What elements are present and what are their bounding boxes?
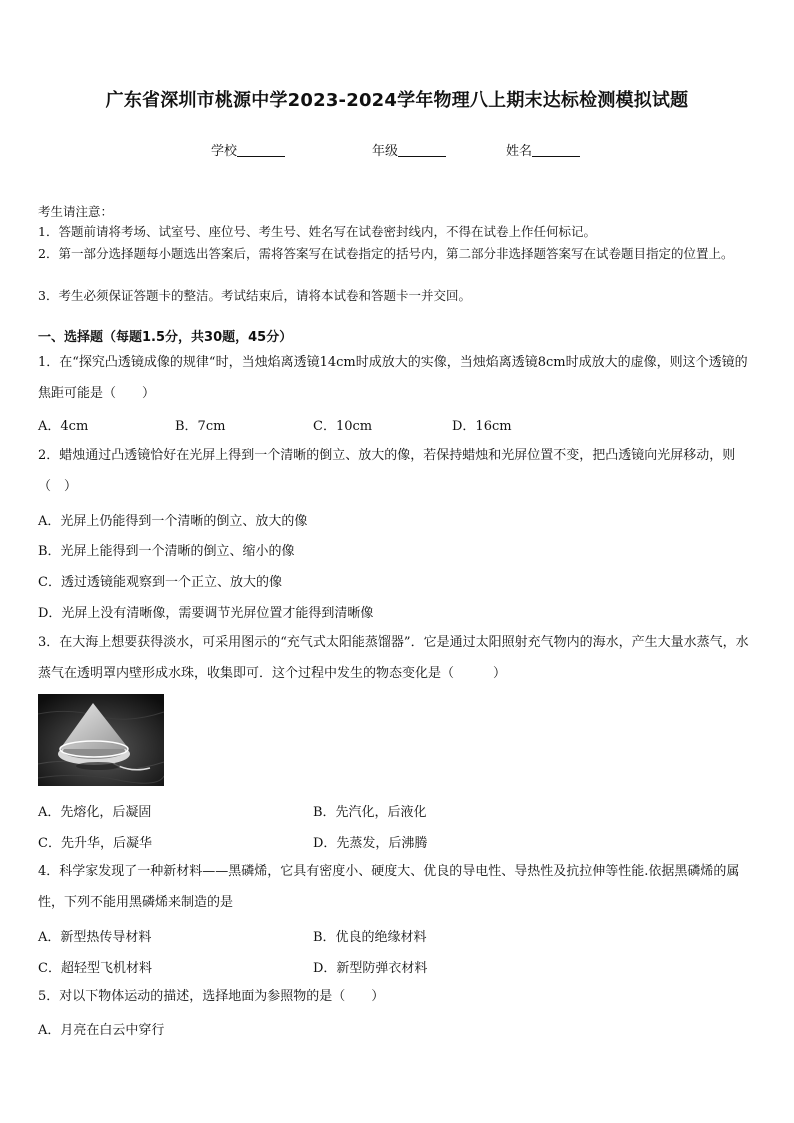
question-1-stem: 1．在“探究凸透镜成像的规律“时，当烛焰离透镜14cm时成放大的实像，当烛焰离透镜8cm时成放大的虚像，则这个透镜的焦距可能是（ ）	[38, 355, 748, 401]
question-3-stem: 3．在大海上想要获得淡水，可采用图示的“充气式太阳能蒸馏器”．它是通过太阳照射充气物内的海水，产生大量水蒸气，水蒸气在透明罩内壁形成水珠，收集即可．这个过程中发生的物态变化是（ ）	[38, 635, 749, 681]
q1-option-a[interactable]: A．4cm	[38, 419, 89, 434]
question-2-stem: 2．蜡烛通过凸透镜恰好在光屏上得到一个清晰的倒立、放大的像，若保持蜡烛和光屏位置不变，把凸透镜向光屏移动，则（ ）	[38, 448, 736, 494]
question-4-stem: 4．科学家发现了一种新材料——黑磷烯，它具有密度小、硬度大、优良的导电性、导热性及抗拉伸等性能.依据黑磷烯的属性，下列不能用黑磷烯来制造的是	[38, 864, 740, 910]
q3-option-d[interactable]: D．先蒸发，后沸腾	[313, 836, 428, 851]
q4-option-b[interactable]: B．优良的绝缘材料	[313, 930, 427, 945]
name-blank[interactable]	[532, 143, 580, 157]
q4-option-c[interactable]: C．超轻型飞机材料	[38, 961, 152, 976]
question-5-stem: 5．对以下物体运动的描述，选择地面为参照物的是（ ）	[38, 989, 385, 1004]
q1-option-c[interactable]: C．10cm	[313, 419, 373, 434]
student-info-row	[0, 140, 794, 160]
grade-label: 年级	[372, 144, 399, 159]
grade-field	[372, 140, 446, 159]
grade-blank[interactable]	[398, 143, 446, 157]
notice-heading: 考生请注意：	[38, 204, 114, 219]
solar-still-photo	[38, 694, 164, 786]
q4-option-a[interactable]: A．新型热传导材料	[38, 930, 152, 945]
q3-option-c[interactable]: C．先升华，后凝华	[38, 836, 152, 851]
page-title: 广东省深圳市桃源中学2023-2024学年物理八上期末达标检测模拟试题	[105, 90, 689, 111]
notice-item-2: 2．第一部分选择题每小题选出答案后，需将答案写在试卷指定的括号内，第二部分非选择题答案写在试卷题目指定的位置上。	[38, 246, 734, 261]
q4-option-d[interactable]: D．新型防弹衣材料	[313, 961, 428, 976]
name-field	[506, 140, 580, 159]
q5-option-a[interactable]: A．月亮在白云中穿行	[38, 1023, 165, 1038]
q3-option-b[interactable]: B．先汽化，后液化	[313, 805, 427, 820]
solar-still-illustration	[38, 694, 164, 786]
notice-item-1: 1．答题前请将考场、试室号、座位号、考生号、姓名写在试卷密封线内，不得在试卷上作任何标记。	[38, 224, 596, 239]
q2-option-d[interactable]: D．光屏上没有清晰像，需要调节光屏位置才能得到清晰像	[38, 606, 374, 621]
school-field	[211, 140, 285, 159]
school-label: 学校	[211, 144, 238, 159]
q3-option-a[interactable]: A．先熔化，后凝固	[38, 805, 152, 820]
school-blank[interactable]	[237, 143, 285, 157]
q1-option-b[interactable]: B．7cm	[175, 419, 226, 434]
name-label: 姓名	[506, 144, 533, 159]
q1-option-d[interactable]: D．16cm	[452, 419, 512, 434]
q2-option-a[interactable]: A．光屏上仍能得到一个清晰的倒立、放大的像	[38, 514, 308, 529]
section-heading: 一、选择题（每题1.5分，共30题，45分）	[38, 330, 293, 345]
notice-item-3: 3．考生必须保证答题卡的整洁。考试结束后，请将本试卷和答题卡一并交回。	[38, 288, 471, 303]
q2-option-b[interactable]: B．光屏上能得到一个清晰的倒立、缩小的像	[38, 544, 295, 559]
q2-option-c[interactable]: C．透过透镜能观察到一个正立、放大的像	[38, 575, 282, 590]
